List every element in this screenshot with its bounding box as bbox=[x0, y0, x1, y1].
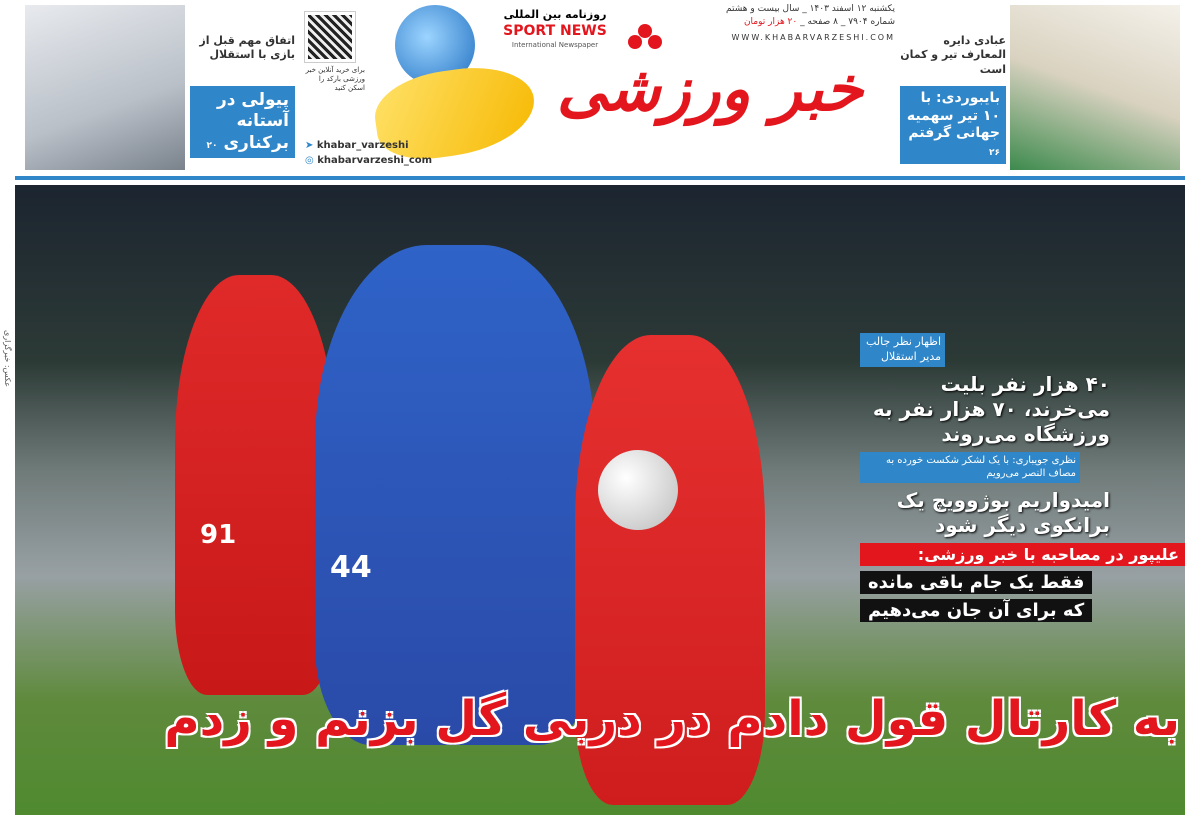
header-divider bbox=[15, 176, 1185, 180]
side-tag-1: اظهار نظر جالب مدیر استقلال bbox=[860, 333, 945, 367]
side-tag-2: نظری جویباری: با یک لشکر شکست خورده به مصاف النصر می‌رویم bbox=[860, 452, 1080, 483]
right-headline[interactable]: بایبوردی: با ۱۰ تیر سهمیه جهانی گرفتم ۲۶ bbox=[900, 86, 1006, 164]
football bbox=[598, 450, 678, 530]
quote-line-2: که برای آن جان می‌دهیم bbox=[860, 599, 1092, 622]
jersey-number-red: 91 bbox=[200, 520, 237, 550]
instagram-link[interactable]: ◎ khabarvarzeshi_com bbox=[305, 155, 433, 166]
side-story-1[interactable]: ۴۰ هزار نفر بلیت می‌خرند، ۷۰ هزار نفر به ورزشگاه می‌روند bbox=[872, 371, 1110, 446]
masthead-title: خبر ورزشی bbox=[556, 52, 864, 125]
tagline: روزنامه بین المللی bbox=[503, 8, 607, 21]
sport-news: SPORT NEWS bbox=[503, 23, 607, 39]
jersey-number-blue: 44 bbox=[330, 550, 372, 585]
instagram-icon: ◎ bbox=[305, 155, 314, 166]
telegram-icon: ➤ bbox=[305, 140, 314, 151]
red-kicker: علیپور در مصاحبه با خبر ورزشی: bbox=[860, 543, 1185, 566]
intl-label: International Newspaper bbox=[511, 41, 599, 49]
right-kicker: عبادی دایره المعارف تیر و کمان است bbox=[900, 34, 1006, 76]
telegram-link[interactable]: ➤ khabar_varzeshi bbox=[305, 140, 409, 151]
qr-code[interactable] bbox=[305, 12, 355, 62]
side-story-2[interactable]: امیدواریم بوژوویچ یک برانکوی دیگر شود bbox=[896, 487, 1110, 537]
side-caption: عکس: خبرگزاری bbox=[3, 330, 12, 387]
dots-logo bbox=[628, 24, 664, 50]
website-link[interactable]: WWW.KHABARVARZESHI.COM bbox=[731, 33, 895, 42]
quote-line-1: فقط یک جام باقی مانده bbox=[860, 571, 1092, 594]
issue-line: شماره ۷۹۰۴ _ ۸ صفحه _ ۲۰ هزار تومان bbox=[743, 17, 895, 27]
qr-caption: برای خرید آنلاین خبر ورزشی بارکد را اسکن کنید bbox=[305, 66, 365, 93]
date-line: یکشنبه ۱۲ اسفند ۱۴۰۳ _ سال بیست و هشتم bbox=[726, 4, 895, 14]
left-headline[interactable]: پیولی در آستانه برکناری ۲۰ bbox=[190, 86, 295, 158]
coach-photo bbox=[25, 5, 185, 170]
red-player-left bbox=[175, 275, 335, 695]
blue-players bbox=[315, 245, 595, 745]
side-stories bbox=[860, 333, 1185, 622]
left-kicker: اتفاق مهم قبل از بازی با استقلال bbox=[199, 34, 295, 62]
main-headline[interactable]: به کارتال قول دادم در دربی گل بزنم و زدم bbox=[164, 691, 1180, 747]
archer-photo bbox=[1010, 5, 1180, 170]
